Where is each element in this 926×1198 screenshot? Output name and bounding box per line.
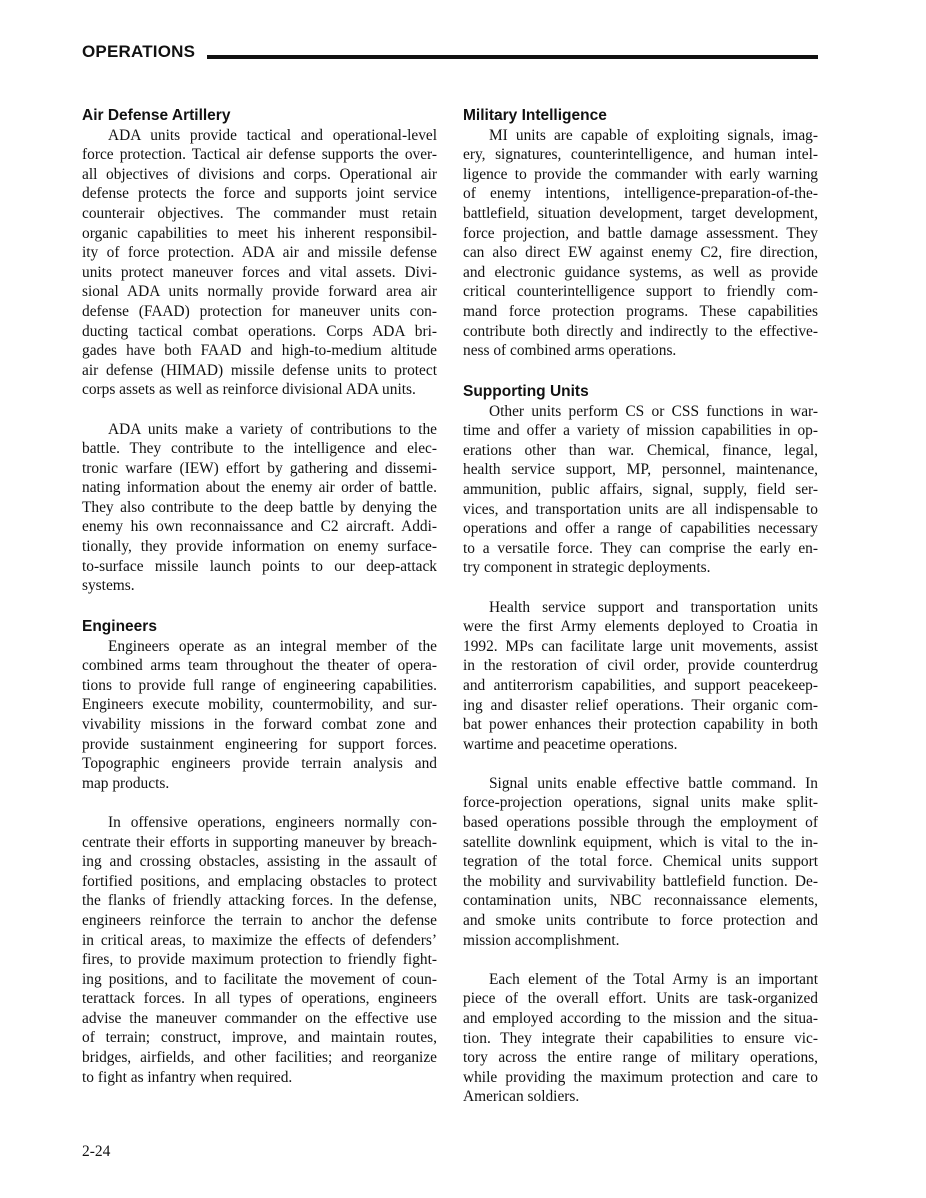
text-line: Signal units enable effective battle command. In xyxy=(489,774,818,792)
text-line: mission accomplishment. xyxy=(463,931,620,949)
paragraph xyxy=(463,774,818,950)
text-line: the mobility and survivability battlefield function. De- xyxy=(463,872,818,890)
text-line: battlefield, situation development, target development, xyxy=(463,204,818,222)
text-line: In offensive operations, engineers normally con- xyxy=(108,813,437,831)
text-line: critical counterintelligence support to friendly com- xyxy=(463,283,818,301)
paragraph xyxy=(82,813,437,1087)
text-line: in the restoration of civil order, provide counterdrug xyxy=(463,657,818,675)
section-air-defense-artillery xyxy=(82,106,437,596)
paragraph-gap xyxy=(463,754,818,774)
text-line: in critical areas, to maximize the effects of defenders’ xyxy=(82,931,437,949)
text-line: defense protects the force and supports joint service xyxy=(82,185,437,203)
text-line: tions to provide full range of engineering capabilities. xyxy=(82,676,437,694)
text-line: tory across the entire range of military operations, xyxy=(463,1049,818,1067)
text-line: advise the maneuver commander on the effective use xyxy=(82,1009,437,1027)
text-line: Health service support and transportation units xyxy=(489,598,818,616)
text-line: fires, to provide maximum protection to friendly fight- xyxy=(82,951,437,969)
text-line: map products. xyxy=(82,774,170,792)
paragraph xyxy=(82,420,437,596)
text-line: while providing the maximum protection and care to xyxy=(463,1068,818,1086)
text-line: They also contribute to the deep battle by denying the xyxy=(82,498,437,516)
text-line: vices, and transportation units are all indispensable to xyxy=(463,500,818,518)
text-line: to a versatile force. They can comprise the early en- xyxy=(463,539,818,557)
paragraph-gap xyxy=(463,950,818,970)
text-line: ing and disaster relief operations. Their organic com- xyxy=(463,696,818,714)
text-line: Engineers execute mobility, countermobility, and sur- xyxy=(82,696,437,714)
text-line: provide sustainment engineering for support forces. xyxy=(82,735,437,753)
text-line: try component in strategic deployments. xyxy=(463,559,711,577)
section-heading: Military Intelligence xyxy=(463,107,607,124)
text-line: Engineers operate as an integral member of the xyxy=(108,637,437,655)
text-line: tronic warfare (IEW) effort by gathering and dissemi- xyxy=(82,459,437,477)
text-line: satellite downlink equipment, which is vital to the in- xyxy=(463,833,818,851)
text-line: tionally, they provide information on enemy surface- xyxy=(82,538,437,556)
text-line: tegration of the total force. Chemical units support xyxy=(463,853,818,871)
text-line: Each element of the Total Army is an important xyxy=(489,970,818,988)
text-line: ligence to provide the commander with early warning xyxy=(463,165,818,183)
text-line: and employed according to the mission and the situa- xyxy=(463,1010,818,1027)
text-line: gades have both FAAD and high-to-medium altitude xyxy=(82,342,437,360)
paragraph-gap xyxy=(82,400,437,420)
text-line: defense (FAAD) protection for maneuver units con- xyxy=(82,302,437,320)
text-line: nating information about the enemy air order of battle. xyxy=(82,479,437,497)
section-military-intelligence xyxy=(463,106,818,361)
paragraph xyxy=(463,598,818,755)
text-line: ness of combined arms operations. xyxy=(463,342,677,360)
page-number: 2-24 xyxy=(82,1143,111,1160)
text-line: MI units are capable of exploiting signals, imag- xyxy=(489,126,818,144)
text-line: and smoke units contribute to force protection and xyxy=(463,912,818,930)
text-line: systems. xyxy=(82,577,135,595)
text-line: bat power enhances their protection capability in both xyxy=(463,716,818,734)
text-line: piece of the overall effort. Units are task-organized xyxy=(463,990,818,1008)
paragraph-gap xyxy=(82,793,437,813)
text-line: force projection, and battle damage assessment. They xyxy=(463,224,818,242)
text-line: contribute both directly and indirectly to the effective- xyxy=(463,322,818,340)
text-line: contamination units, NBC reconnaissance elements, xyxy=(463,892,818,910)
paragraph xyxy=(463,970,818,1107)
text-line: can also direct EW against enemy C2, fire direction, xyxy=(463,244,818,262)
text-line: force-projection operations, signal units make split- xyxy=(463,794,818,812)
text-line: erations other than war. Chemical, finance, legal, xyxy=(463,441,818,459)
text-line: ing positions, and to facilitate the movement of coun- xyxy=(82,970,437,988)
text-line: centrate their efforts in supporting maneuver by breach- xyxy=(82,833,437,851)
text-line: were the first Army elements deployed to Croatia in xyxy=(463,618,818,636)
text-line: battle. They contribute to the intelligence and elec- xyxy=(82,440,437,458)
text-line: fortified positions, and emplacing obstacles to protect xyxy=(82,872,437,890)
text-line: to-surface missile launch points to our deep-attack xyxy=(82,557,437,575)
text-line: and electronic guidance systems, as well as provide xyxy=(463,263,818,281)
text-line: enemy his own reconnaissance and C2 aircraft. Addi- xyxy=(82,518,437,536)
text-line: operations and offer a range of capabilities necessary xyxy=(463,520,818,538)
text-line: corps assets as well as reinforce divisional ADA units. xyxy=(82,381,416,399)
paragraph-gap xyxy=(463,578,818,598)
text-line: combined arms team throughout the theater of opera- xyxy=(82,657,437,675)
text-line: and antiterrorism capabilities, and support peacekeep- xyxy=(463,676,818,694)
text-line: ADA units make a variety of contributions to the xyxy=(108,420,437,438)
text-line: force protection. Tactical air defense supports the over- xyxy=(82,146,437,164)
paragraph xyxy=(82,126,437,400)
text-line: sional ADA units normally provide forward area air xyxy=(82,283,437,301)
text-line: organic capabilities to meet his inherent responsibil- xyxy=(82,224,437,242)
text-line: Topographic engineers provide terrain analysis and xyxy=(82,755,437,773)
text-line: to fight as infantry when required. xyxy=(82,1068,293,1086)
text-line: vivability missions in the forward combat zone and xyxy=(82,715,437,733)
text-line: bridges, airfields, and other facilities; and reorganize xyxy=(82,1049,437,1067)
text-line: tion. They integrate their capabilities to ensure vic- xyxy=(463,1029,818,1047)
text-line: American soldiers. xyxy=(463,1088,580,1106)
section-heading: Engineers xyxy=(82,618,157,635)
section-supporting-units xyxy=(463,382,818,1107)
text-line: units protect maneuver forces and vital assets. Divi- xyxy=(82,263,437,281)
text-line: ADA units provide tactical and operational-level xyxy=(108,126,437,144)
text-line: of terrain; construct, improve, and maintain routes, xyxy=(82,1029,437,1047)
text-line: mand force protection programs. These capabilities xyxy=(463,302,818,320)
text-line: time and offer a variety of mission capabilities in op- xyxy=(463,422,818,440)
section-heading: Supporting Units xyxy=(463,383,589,400)
text-line: health service support, MP, personnel, maintenance, xyxy=(463,461,818,479)
text-line: ing and crossing obstacles, assisting in the assault of xyxy=(82,853,437,871)
text-line: wartime and peacetime operations. xyxy=(463,735,678,753)
text-line: of enemy intentions, intelligence-preparation-of-the- xyxy=(463,185,818,203)
header-rule xyxy=(207,55,818,59)
text-line: ery, signatures, counterintelligence, and human intel- xyxy=(463,146,818,164)
text-line: based operations possible through the employment of xyxy=(463,814,818,832)
paragraph xyxy=(82,637,437,794)
text-line: 1992. MPs can facilitate large unit movements, assist xyxy=(463,637,818,655)
section-heading: Air Defense Artillery xyxy=(82,107,231,124)
text-line: ducting tactical combat operations. Corps ADA bri- xyxy=(82,322,437,340)
text-line: the flanks of friendly attacking forces. In the defense, xyxy=(82,892,437,910)
paragraph xyxy=(463,126,818,361)
text-line: ammunition, public affairs, signal, supply, field ser- xyxy=(463,480,818,498)
text-line: engineers reinforce the terrain to anchor the defense xyxy=(82,911,437,929)
text-line: ity of force protection. ADA air and missile defense xyxy=(82,244,437,262)
running-header: OPERATIONS xyxy=(82,42,196,61)
text-line: all objectives of divisions and corps. Operational air xyxy=(82,165,437,183)
section-engineers xyxy=(82,617,437,1087)
text-line: terattack forces. In all types of operations, engineers xyxy=(82,990,437,1008)
text-line: counterair objectives. The commander must retain xyxy=(82,204,437,222)
text-line: air defense (HIMAD) missile defense units to protect xyxy=(82,361,437,379)
paragraph xyxy=(463,402,818,578)
text-line: Other units perform CS or CSS functions in war- xyxy=(489,402,818,420)
